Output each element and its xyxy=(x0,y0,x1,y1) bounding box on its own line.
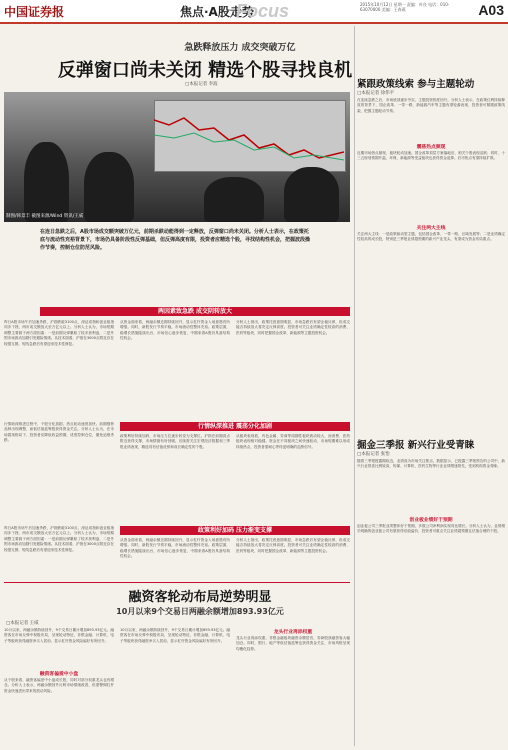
column-divider xyxy=(354,26,355,746)
article-column: 昨日A股市场午后加速杀跌，沪指跌破3100点，深证成指和创业板指同步下挫，两市成交额放大至万亿元以上。分析人士认为，市场短期调整主要源于两方面因素：一是前期反弹累积了较多获利盘，二是外围市场波动加剧引发避险情绪。从技术面看，沪指在3000点附近存在较强支撑，短线急跌后有望迎来技术性修复。 xyxy=(4,526,114,552)
subhead: 融资客偏爱中小盘 xyxy=(39,672,79,677)
article-column: 从资金面来看，两融余额近期持续回升，显示杠杆资金入场意愿有所增强。同时，新股发行节奏平稳，市场流动性整体充裕。政策层面，稳增长措施陆续出台，市场信心逐步恢复，中期来看A股仍具备结构性机会。 xyxy=(120,538,230,559)
article-column: 在连续急跌之后，市场底部逐步夯实，主题投资热度回升。分析人士表示，在政策红利持续释放的背景下，国企改革、一带一路、新能源汽车等主题有望轮番表现，投资者可紧跟政策线索，把握主题轮动节奏。 xyxy=(357,98,505,113)
lead-headline: 反弹窗口尚未关闭 精选个股寻找良机 xyxy=(57,60,353,81)
lead-photo xyxy=(4,92,350,222)
investor-silhouette xyxy=(204,177,264,222)
subhead: 龙头行业再添权重 xyxy=(273,630,313,635)
article-column: 创业板公司三季报业绩整体好于预期，多数公司净利润实现同比增长。分析人士认为，业绩增长明确的创业板公司有望获得估值溢价，投资者可重点关注业绩超预期且估值合理的个股。 xyxy=(357,524,505,534)
article-column: 从个股来看，融资客偏爱中小盘成长股，同时对部分权重龙头也有增仓。分析人士表示，两融余额回升反映市场情绪改善，但需警惕杠杆资金快速进出带来的波动风险。 xyxy=(4,678,114,693)
photo-caption: 制图/韩景丰 截图来源/Wind 资讯/王威 xyxy=(6,214,84,219)
subhead: 关注两大主线 xyxy=(416,226,446,231)
lead-kicker: 急跌释放压力 成交突破万亿 xyxy=(184,43,296,53)
masthead-meta: 2015年10月12日 星期一 责编：叶良 电话：010-63070000 美编：王春燕 xyxy=(360,2,450,12)
article-column: 10月以来，两融余额持续回升，9个交易日累计增加893.93亿元。融资客在市场反弹中积极布局，呈现轮动特征，非银金融、计算机、电子等板块获得融资净买入居前，显示杠杆资金风险偏好有所回升。 xyxy=(4,628,114,643)
right-mid-byline: □本报记者 张怡 xyxy=(357,452,390,457)
article-column: 政策利好持续加码，市场压力位逐步转变为支撑位。沪指在前期高点附近获得支撑，市场情绪有所回暖。后续需关注宏观经济数据和三季报业绩表现，精选具有估值优势和成长确定性的个股。 xyxy=(120,434,230,449)
lead-byline: □本报记者 李波 xyxy=(185,82,218,87)
section-title: 焦点·A股走势 xyxy=(180,5,254,19)
middle-headline: 融资客轮动布局逆势明显 xyxy=(128,590,272,605)
subhead: 震荡热点频现 xyxy=(416,145,446,150)
article-column: 从资金面来看，两融余额近期持续回升，显示杠杆资金入场意愿有所增强。同时，新股发行节奏平稳，市场流动性整体充裕。政策层面，稳增长措施陆续出台，市场信心逐步恢复，中期来看A股仍具备结构性机会。 xyxy=(120,320,230,341)
article-column: 随着三季报披露期临近，业绩成为市场关注焦点。数据显示，已披露三季报预告的公司中，新兴行业预喜比例较高，传媒、计算机、医药生物等行业业绩增速领先，受到机构资金青睐。 xyxy=(357,459,505,469)
article-column: 从板块表现看，有色金属、券商等周期性板块波动较大，而消费、医药板块表现相对稳健。资金在不同板块之间快速轮动，市场短期难以形成持续热点，投资者需耐心等待更明确的趋势信号。 xyxy=(236,434,350,449)
masthead xyxy=(0,0,508,24)
article-column: 龙头行业再添权重，非银金融板块融资余额居首，券商股获融资客大幅加仓。同时，银行、地产等低估值蓝筹也获得资金关注，市场风格呈现均衡化趋势。 xyxy=(236,636,350,651)
article-column: 分析人士指出，政策托底意图明显，市场急跌后有望企稳反弹，但成交能否持续放大将决定反弹高度。投资者可关注业绩确定性较高的消费、医药等板块，同时把握国企改革、新能源等主题投资机会。 xyxy=(236,538,350,553)
stock-chart-graphic xyxy=(154,100,344,170)
middle-byline: □本报记者 王威 xyxy=(6,621,39,626)
section-band: 政策利好加码 压力渐变支撑 xyxy=(120,526,350,535)
section-band: 两因素致急跌 成交阴转放大 xyxy=(40,307,350,316)
right-mid-headline: 掘金三季报 新兴行业受青睐 xyxy=(357,440,475,451)
focus-wordmark: Focus xyxy=(236,1,290,21)
investor-silhouette xyxy=(24,142,69,222)
middle-subheadline: 10月以来9个交易日两融余额增加893.93亿元 xyxy=(116,607,284,616)
investor-silhouette xyxy=(284,167,339,222)
article-column: 10月以来，两融余额持续回升，9个交易日累计增加893.93亿元。融资客在市场反弹中积极布局，呈现轮动特征，非银金融、计算机、电子等板块获得融资净买入居前，显示杠杆资金风险偏好有所回升。 xyxy=(120,628,230,643)
lead-paragraph: 在连日急跌之后，A股市场成交额突破万亿元，前期杀跌动能得到一定释放，反弹窗口尚未关闭。分析人士表示，在政策托底与流动性充裕背景下，市场仍具备阶段性反弹基础，但反弹高度有限，投资者应精选个股，寻找结构性机会，把握波段操作节奏，控制仓位防范风险。 xyxy=(40,229,311,251)
article-column: 昨日A股市场午后加速杀跌，沪指跌破3100点，深证成指和创业板指同步下挫，两市成交额放大至万亿元以上。分析人士认为，市场短期调整主要源于两方面因素：一是前期反弹累积了较多获利盘，二是外围市场波动加剧引发避险情绪。从技术面看，沪指在3000点附近存在较强支撑，短线急跌后有望迎来技术性修复。 xyxy=(4,320,114,346)
right-top-byline: □本报记者 徐伟平 xyxy=(357,91,395,96)
newspaper-logo: 中国证券报 xyxy=(4,5,65,19)
investor-silhouette xyxy=(84,152,134,222)
article-column: 关注两大主线：一是政策驱动型主题，包括国企改革、一带一路、区域发展等；二是业绩确定性较高的成长股，特别是三季报业绩超预期的新兴产业龙头，有望成为资金布局重点。 xyxy=(357,232,505,242)
article-column: 分析人士指出，政策托底意图明显，市场急跌后有望企稳反弹，但成交能否持续放大将决定反弹高度。投资者可关注业绩确定性较高的消费、医药等板块，同时把握国企改革、新能源等主题投资机会。 xyxy=(236,320,350,335)
section-band: 行情纵深推进 震荡分化加剧 xyxy=(120,422,350,431)
subhead: 创业板业绩好于预期 xyxy=(409,518,453,523)
right-top-headline: 紧跟政策线索 参与主题轮动 xyxy=(357,79,475,90)
article-column: 近期市场热点频现，板块轮动加速。国企改革顶层方案落地后，相关个股表现活跃；同时，十三五规划预期升温，环保、新能源等受益板块也获得资金追捧。后市热点有望持续扩散。 xyxy=(357,151,505,161)
section-rule xyxy=(4,582,350,583)
page-number: A03 xyxy=(478,2,504,18)
article-column: 行情纵深推进过程中，个股分化加剧，热点轮动速度加快。前期强势品种出现调整，而低估值蓝筹股获得资金关注。分析人士认为，在市场震荡格局下，投资者应降低收益预期，适度控制仓位，避免追涨杀跌。 xyxy=(4,422,114,443)
